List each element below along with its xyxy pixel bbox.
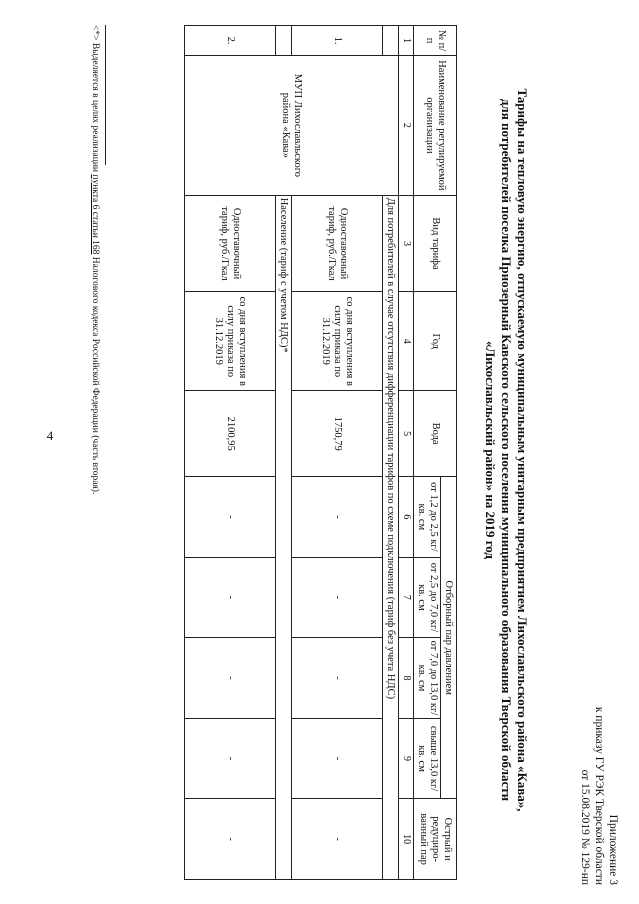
row-steam-1: - [292, 477, 383, 558]
section-row-1 [383, 26, 399, 880]
col-index: 5 [399, 391, 414, 477]
appendix-order-date: от 15.08.2019 № 129-нп [579, 769, 591, 885]
col-index: 9 [399, 718, 414, 799]
row-tariff-type: Одноставочный тариф, руб./Гкал [292, 195, 383, 292]
row-year: со дня вступления в силу приказа по 31.12.2019 [185, 292, 276, 391]
column-index-row [399, 26, 414, 880]
row-steam-3: - [292, 638, 383, 719]
col-index: 7 [399, 557, 414, 638]
row-steam-4: - [292, 718, 383, 799]
appendix-order-ref: к приказу ГУ РЭК Тверской области [593, 706, 605, 885]
footnote-text-start: <*> Выделяется в целях реализации [90, 25, 100, 175]
row-water: 1750,79 [292, 391, 383, 477]
col-index: 4 [399, 292, 414, 391]
row-num: 1. [292, 26, 383, 56]
col-index: 1 [399, 26, 414, 56]
row-steam-2: - [185, 557, 276, 638]
tariff-table [184, 25, 457, 880]
org-name: МУП Лихославльского района «Кава» [185, 56, 399, 196]
row-steam-1: - [185, 477, 276, 558]
appendix-header [578, 700, 620, 885]
header-num: № п/ п [414, 26, 457, 56]
col-index: 3 [399, 195, 414, 292]
col-index: 8 [399, 638, 414, 719]
row-tariff-type: Одноставочный тариф, руб./Гкал [185, 195, 276, 292]
appendix-label: Приложение 3 [607, 814, 619, 885]
col-index: 6 [399, 477, 414, 558]
title-line-2: для потребителей поселка Приозерный Кавского сельского поселения муниципального образования Тверской области [499, 98, 514, 802]
col-index: 2 [399, 56, 414, 196]
row-sharp: - [292, 799, 383, 880]
header-org: Наименование регулируемой организации [414, 56, 457, 196]
header-steam-2: от 2,5 до 7,0 кг/кв. см [414, 557, 441, 638]
header-steam-4: свыше 13,0 кг/кв. см [414, 718, 441, 799]
title-line-1: Тарифы на тепловую энергию, отпускаемую муниципальным унитарным предприятием Лихославльского района «Кава», [515, 88, 530, 812]
header-steam-group: Отборный пар давлением [441, 477, 457, 799]
row-year: со дня вступления в силу приказа по 31.12.2019 [292, 292, 383, 391]
header-tariff-type: Вид тарифа [414, 195, 457, 292]
header-sharp-steam: Острый и редуциро-ванный пар [414, 799, 457, 880]
page-number: 4 [46, 428, 54, 443]
document-title [482, 70, 530, 830]
row-steam-2: - [292, 557, 383, 638]
header-water: Вода [414, 391, 457, 477]
row-num: 2. [185, 26, 276, 56]
rotated-document-content [70, 10, 630, 890]
footnote-divider [105, 25, 106, 165]
footnote-text-end: Налогового кодекса Российской Федерации (часть вторая). [90, 254, 100, 495]
row-steam-3: - [185, 638, 276, 719]
row-sharp: - [185, 799, 276, 880]
table-header-row [441, 26, 457, 880]
footnote-law-link[interactable]: пункта 6 статьи 168 [90, 174, 100, 255]
footnote [90, 25, 100, 805]
title-line-3: «Лихославльский район» на 2019 год [483, 341, 498, 559]
row-water: 2100,95 [185, 391, 276, 477]
header-steam-1: от 1,2 до 2,5 кг/кв. см [414, 477, 441, 558]
col-index: 10 [399, 799, 414, 880]
section-label-1: Для потребителей в случае отсутствия дифференциации тарифов по схеме подключения (тариф без учета НДС) [383, 195, 399, 879]
header-year: Год [414, 292, 457, 391]
row-steam-4: - [185, 718, 276, 799]
header-steam-3: от 7,0 до 13,0 кг/кв. см [414, 638, 441, 719]
section-label-2: Население (тариф с учетом НДС)* [276, 195, 292, 879]
